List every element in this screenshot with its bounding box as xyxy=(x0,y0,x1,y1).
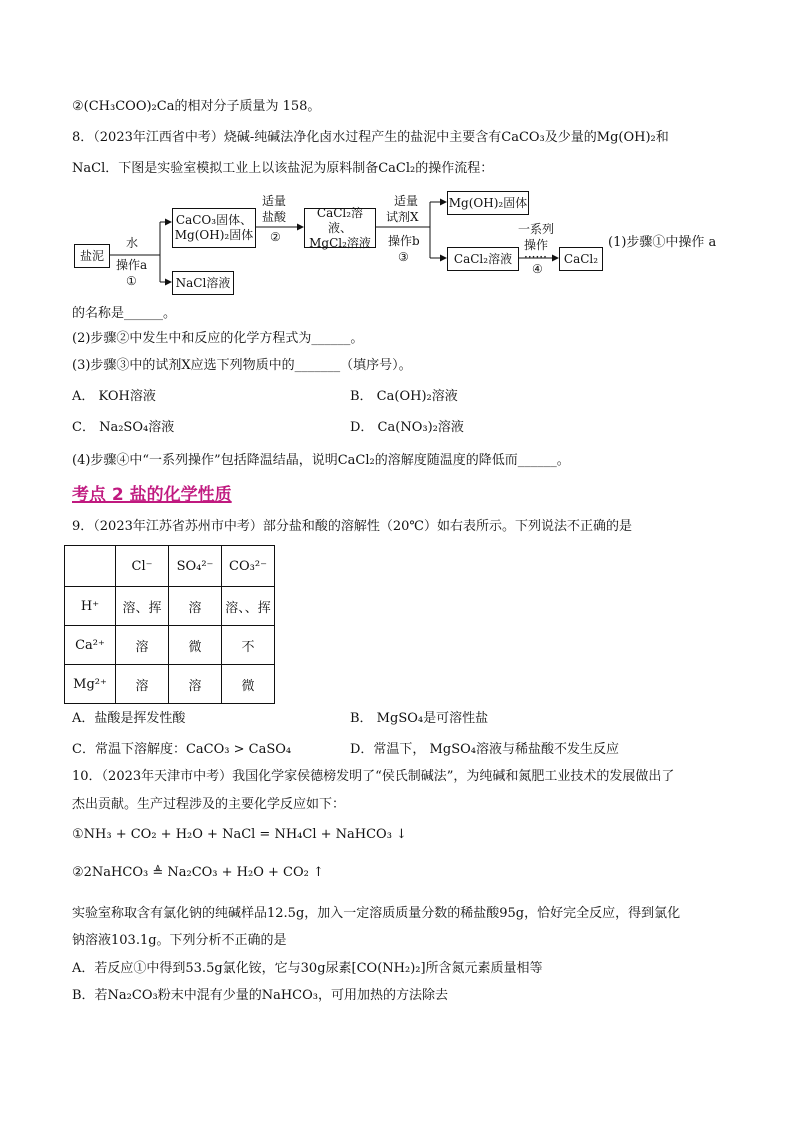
label-series: 一系列 xyxy=(518,222,555,236)
q8-stem-2: NaCl．下图是实验室模拟工业上以该盐泥为原料制备CaCl₂的操作流程： xyxy=(72,161,494,176)
label-reagent-x: 试剂X xyxy=(386,210,419,224)
q9-option-a: A．盐酸是挥发性酸 xyxy=(72,711,186,726)
table-cell: 溶 xyxy=(169,587,222,626)
table-cell: 微 xyxy=(222,665,275,704)
q8-stem-1: 8．（2023年江西省中考）烧碱-纯碱法净化卤水过程产生的盐泥中主要含有CaCO₃及少量的Mg(OH)₂和 xyxy=(72,130,669,145)
table-cell: 溶 xyxy=(116,665,169,704)
label-op-a: 操作a xyxy=(116,258,148,272)
q10-stem-2: 杰出贡献。生产过程涉及的主要化学反应如下： xyxy=(72,797,346,812)
q8-part4: (4)步骤④中“一系列操作”包括降温结晶，说明CaCl₂的溶解度随温度的降低而______。 xyxy=(72,453,570,468)
table-cell: 溶 xyxy=(169,665,222,704)
table-cell xyxy=(65,546,116,587)
table-header-row xyxy=(65,546,275,587)
table-cell: 溶 xyxy=(116,626,169,665)
flow-arrows xyxy=(0,0,794,300)
equation-2: ②2NaHCO₃ ≜ Na₂CO₃ + H₂O + CO₂ ↑ xyxy=(72,865,324,880)
equation-1: ①NH₃ + CO₂ + H₂O + NaCl = NH₄Cl + NaHCO₃ ↓ xyxy=(72,827,407,842)
box-cacl2: CaCl₂ xyxy=(559,247,603,271)
table-cell: 微 xyxy=(169,626,222,665)
table-cell: Mg²⁺ xyxy=(65,665,116,704)
q8-option-c: C． Na₂SO₄溶液 xyxy=(72,420,175,435)
box-chloride-solution: CaCl₂溶液、 MgCl₂溶液 xyxy=(304,208,376,248)
table-cell: SO₄²⁻ xyxy=(169,546,222,587)
label-water: 水 xyxy=(126,236,139,250)
label-op-b: 操作b xyxy=(388,234,420,248)
table-cell: Ca²⁺ xyxy=(65,626,116,665)
q10-stem-3: 实验室称取含有氯化钠的纯碱样品12.5g，加入一定溶质质量分数的稀盐酸95g，恰好完全反应，得到氯化 xyxy=(72,906,681,921)
table-cell: 溶、、挥 xyxy=(222,587,275,626)
q10-option-a: A．若反应①中得到53.5g氯化铵，它与30g尿素[CO(NH₂)₂]所含氮元素质量相等 xyxy=(72,961,543,976)
q10-stem-1: 10．（2023年天津市中考）我国化学家侯德榜发明了“侯氏制碱法”，为纯碱和氮肥工业技术的发展做出了 xyxy=(72,769,675,784)
table-row xyxy=(65,587,275,626)
q8-part3: (3)步骤③中的试剂X应选下列物质中的_______（填序号）。 xyxy=(72,358,412,373)
q8-option-b: B． Ca(OH)₂溶液 xyxy=(350,389,458,404)
box-cacl2-solution: CaCl₂溶液 xyxy=(447,247,519,271)
label-step3: ③ xyxy=(398,250,409,264)
solubility-table xyxy=(64,545,275,704)
box-nacl-solution: NaCl溶液 xyxy=(172,271,234,295)
box-solids: CaCO₃固体、 Mg(OH)₂固体 xyxy=(172,208,256,248)
label-x-amount: 适量 xyxy=(394,194,419,208)
q8-part2: (2)步骤②中发生中和反应的化学方程式为______。 xyxy=(72,331,364,346)
label-hcl: 盐酸 xyxy=(262,210,287,224)
q8-part1-tail: 的名称是______。 xyxy=(72,306,177,321)
label-hcl-amount: 适量 xyxy=(262,194,287,208)
label-operation: 操作 xyxy=(524,238,549,252)
line-acetate-mass: ②(CH₃COO)₂Ca的相对分子质量为 158。 xyxy=(72,99,321,114)
section-heading: 考点 2 盐的化学性质 xyxy=(72,485,232,505)
table-cell: 不 xyxy=(222,626,275,665)
q9-option-b: B． MgSO₄是可溶性盐 xyxy=(350,711,489,726)
table-cell: 溶、挥 xyxy=(116,587,169,626)
q9-option-d: D．常温下， MgSO₄溶液与稀盐酸不发生反应 xyxy=(350,742,619,757)
table-row xyxy=(65,665,275,704)
q10-option-b: B．若Na₂CO₃粉末中混有少量的NaHCO₃，可用加热的方法除去 xyxy=(72,988,448,1003)
table-cell: Cl⁻ xyxy=(116,546,169,587)
q9-stem: 9．（2023年江苏省苏州市中考）部分盐和酸的溶解性（20℃）如右表所示。下列说法不正确的是 xyxy=(72,519,632,534)
box-salt-mud: 盐泥 xyxy=(74,244,110,268)
q9-option-c: C．常温下溶解度：CaCO₃ > CaSO₄ xyxy=(72,742,292,757)
box-mgoh2-solid: Mg(OH)₂固体 xyxy=(447,191,529,215)
label-step4: ④ xyxy=(532,262,543,276)
table-row xyxy=(65,626,275,665)
q10-stem-4: 钠溶液103.1g。下列分析不正确的是 xyxy=(72,933,287,948)
label-step1: ① xyxy=(126,274,137,288)
q8-option-d: D． Ca(NO₃)₂溶液 xyxy=(350,420,464,435)
q8-option-a: A． KOH溶液 xyxy=(72,389,156,404)
label-step2: ② xyxy=(270,230,281,244)
table-cell: CO₃²⁻ xyxy=(222,546,275,587)
q8-part1: (1)步骤①中操作 a xyxy=(608,235,717,250)
label-dots: ······ xyxy=(524,250,547,264)
table-cell: H⁺ xyxy=(65,587,116,626)
